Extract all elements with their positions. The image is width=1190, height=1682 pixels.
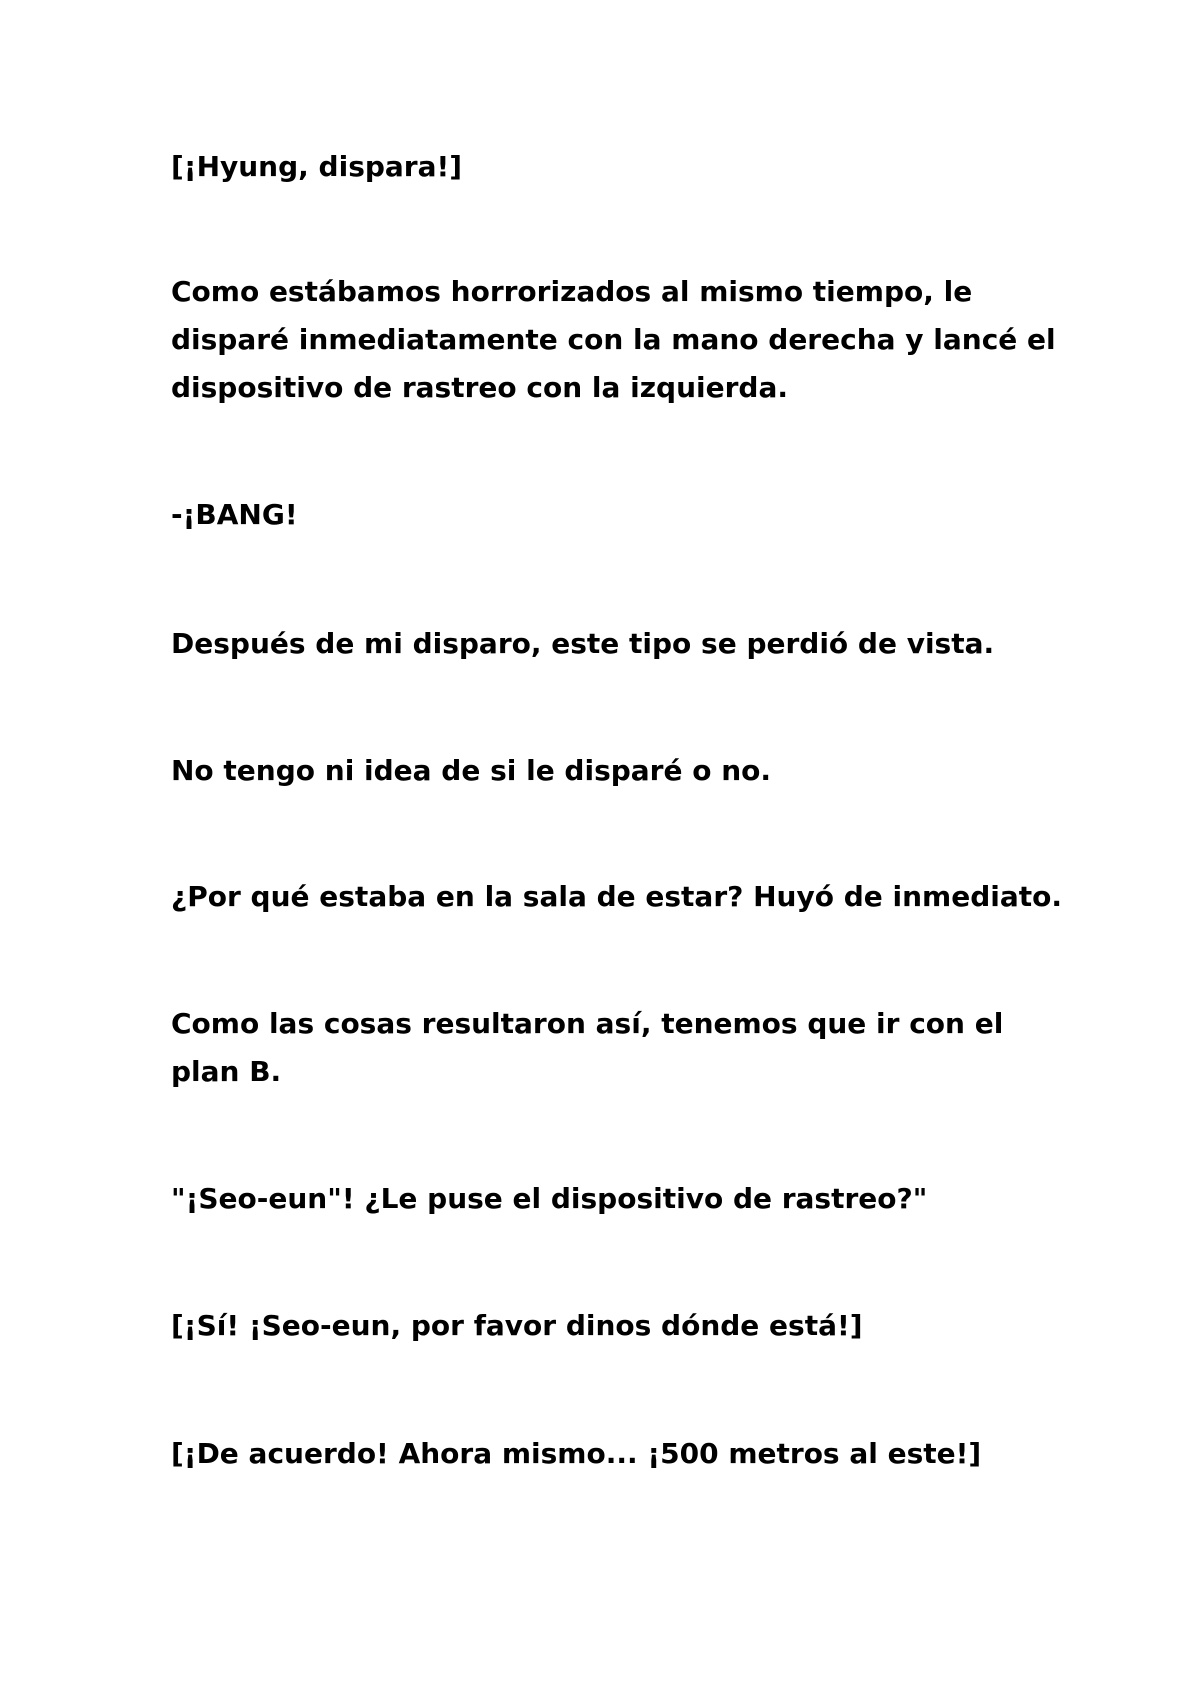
paragraph-perdio-de-vista (171, 620, 1031, 668)
paragraph-bang (171, 491, 1031, 539)
text-line: [¡De acuerdo! Ahora mismo... ¡500 metros al este!] (171, 1437, 982, 1470)
text-line: [¡Hyung, dispara!] (171, 150, 463, 183)
paragraph-plan-b (171, 1000, 1031, 1096)
paragraph-sala-de-estar (171, 873, 1062, 921)
paragraph-ni-idea (171, 747, 1031, 795)
text-line: ¿Por qué estaba en la sala de estar? Huyó de inmediato. (171, 880, 1062, 913)
paragraph-seo-eun-pregunta (171, 1175, 1031, 1223)
paragraph-500-metros (171, 1430, 1031, 1478)
text-line: disparé inmediatamente con la mano derecha y lancé el (171, 323, 1056, 356)
paragraph-disparo-inmediato (171, 268, 1056, 412)
text-line: "¡Seo-eun"! ¿Le puse el dispositivo de rastreo?" (171, 1182, 928, 1215)
paragraph-seo-eun-si (171, 1302, 1031, 1350)
text-line: Como las cosas resultaron así, tenemos que ir con el (171, 1007, 1004, 1040)
text-line: Como estábamos horrorizados al mismo tiempo, le (171, 275, 973, 308)
text-line: [¡Sí! ¡Seo-eun, por favor dinos dónde está!] (171, 1309, 863, 1342)
text-line: plan B. (171, 1055, 282, 1088)
text-line: Después de mi disparo, este tipo se perdió de vista. (171, 627, 995, 660)
text-line: dispositivo de rastreo con la izquierda. (171, 371, 788, 404)
text-line: -¡BANG! (171, 498, 298, 531)
paragraph-hyung-dispara (171, 143, 1031, 191)
text-line: No tengo ni idea de si le disparé o no. (171, 754, 772, 787)
